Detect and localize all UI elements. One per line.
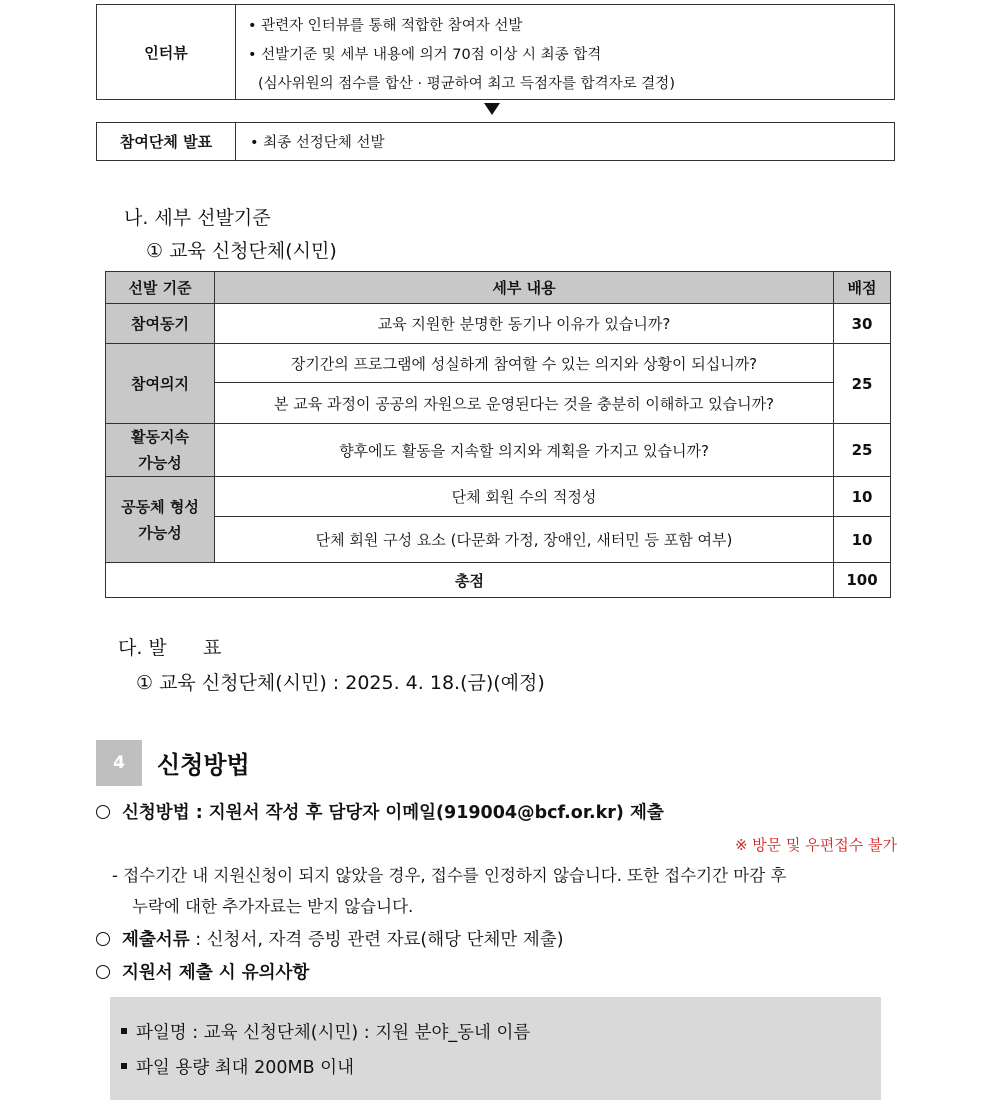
category-cell: 참여의지 xyxy=(106,344,215,424)
method-note: ※ 방문 및 우편접수 불가 xyxy=(734,836,897,854)
table-row xyxy=(106,424,891,477)
detail-cell: 본 교육 과정이 공공의 자원으로 운영된다는 것을 충분히 이해하고 있습니까? xyxy=(215,383,834,424)
table-row xyxy=(106,477,891,517)
detail-cell: 장기간의 프로그램에 성실하게 참여할 수 있는 의지와 상황이 되십니까? xyxy=(215,344,834,383)
caution-line: 지원서 제출 시 유의사항 xyxy=(96,959,309,984)
down-arrow-icon xyxy=(484,103,500,115)
header-score: 배점 xyxy=(834,272,891,304)
section-number-badge: 4 xyxy=(96,740,142,786)
interview-step-label: 인터뷰 xyxy=(97,5,236,99)
selection-criteria-table xyxy=(105,271,891,598)
caution-item-2: 파일 용량 최대 200MB 이내 xyxy=(121,1054,354,1079)
interview-bullet-1: • 관련자 인터뷰를 통해 적합한 참여자 선발 xyxy=(248,18,523,34)
total-label: 총점 xyxy=(106,563,834,598)
table-row xyxy=(106,517,891,563)
total-row xyxy=(106,563,891,598)
method-detail-1: - 접수기간 내 지원신청이 되지 않았을 경우, 접수를 인정하지 않습니다. 또한 접수기간 마감 후 xyxy=(112,866,787,885)
caution-item-1: 파일명 : 교육 신청단체(시민) : 지원 분야_동네 이름 xyxy=(121,1019,530,1044)
total-score: 100 xyxy=(834,563,891,598)
circle-bullet-icon xyxy=(96,932,110,946)
section-na-heading: 나. 세부 선발기준 xyxy=(124,207,271,229)
square-bullet-icon xyxy=(121,1028,127,1034)
header-detail: 세부 내용 xyxy=(215,272,834,304)
caution-box xyxy=(110,997,881,1100)
score-cell: 25 xyxy=(834,424,891,477)
method-line: 신청방법 : 지원서 작성 후 담당자 이메일(919004@bcf.or.kr) 제출 xyxy=(96,799,664,824)
table-row xyxy=(106,383,891,424)
interview-bullet-2: • 선발기준 및 세부 내용에 의거 70점 이상 시 최종 합격 xyxy=(248,47,602,63)
circle-bullet-icon xyxy=(96,965,110,979)
score-cell: 25 xyxy=(834,344,891,424)
detail-cell: 교육 지원한 분명한 동기나 이유가 있습니까? xyxy=(215,304,834,344)
section-da-heading: 다. 발 표 xyxy=(118,637,222,659)
detail-cell: 향후에도 활동을 지속할 의지와 계획을 가지고 있습니까? xyxy=(215,424,834,477)
score-cell: 30 xyxy=(834,304,891,344)
interview-note: (심사위원의 점수를 합산 · 평균하여 최고 득점자를 합격자로 결정) xyxy=(258,76,675,92)
category-cell: 참여동기 xyxy=(106,304,215,344)
announce-bullet: • 최종 선정단체 선발 xyxy=(250,135,385,151)
table-row xyxy=(106,344,891,383)
section-na-sub: ① 교육 신청단체(시민) xyxy=(146,240,337,262)
announce-step-label: 참여단체 발표 xyxy=(97,123,236,160)
score-cell: 10 xyxy=(834,517,891,563)
section-title: 신청방법 xyxy=(157,751,250,779)
detail-cell: 단체 회원 수의 적정성 xyxy=(215,477,834,517)
docs-line: 제출서류 : 신청서, 자격 증빙 관련 자료(해당 단체만 제출) xyxy=(96,926,564,951)
detail-cell: 단체 회원 구성 요소 (다문화 가정, 장애인, 새터민 등 포함 여부) xyxy=(215,517,834,563)
announce-step-box xyxy=(96,122,895,161)
square-bullet-icon xyxy=(121,1063,127,1069)
header-criteria: 선발 기준 xyxy=(106,272,215,304)
circle-bullet-icon xyxy=(96,805,110,819)
category-cell: 공동체 형성 가능성 xyxy=(106,477,215,563)
method-detail-2: 누락에 대한 추가자료는 받지 않습니다. xyxy=(132,897,414,916)
table-row xyxy=(106,304,891,344)
category-cell: 활동지속 가능성 xyxy=(106,424,215,477)
score-cell: 10 xyxy=(834,477,891,517)
section-da-item: ① 교육 신청단체(시민) : 2025. 4. 18.(금)(예정) xyxy=(136,672,545,694)
